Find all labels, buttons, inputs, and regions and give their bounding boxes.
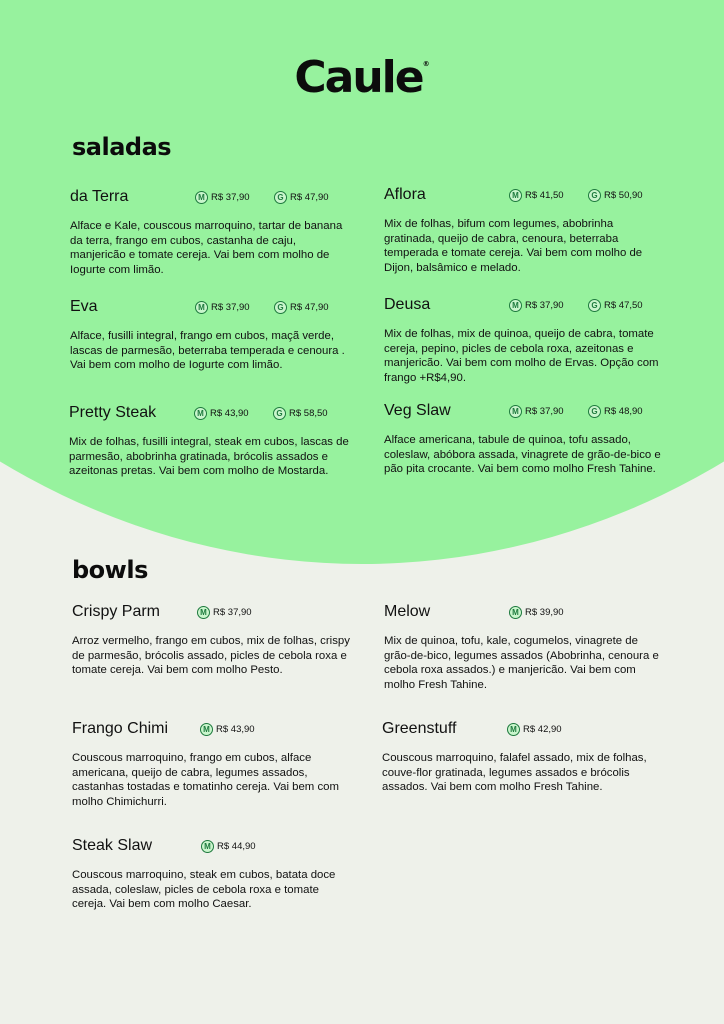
item-name: Pretty Steak (69, 404, 157, 421)
item-description: Couscous marroquino, steak em cubos, batata doce assada, coleslaw, picles de cebola roxa e tomate cereja. Vai bem com molho Caesar. (72, 869, 336, 911)
menu-item-melow (384, 603, 664, 692)
size-g-icon: G (588, 189, 601, 202)
price-m (201, 840, 256, 853)
size-m-icon: M (507, 723, 520, 736)
item-name: Eva (70, 298, 98, 315)
item-description: Alface e Kale, couscous marroquino, tartar de banana da terra, frango em cubos, castanha de caju, manjericão e tomate cereja. Vai bem com molho de Iogurte com limão. (70, 220, 343, 276)
size-m-icon: M (509, 189, 522, 202)
menu-item-da-terra (70, 188, 350, 277)
price-g-value: R$ 47,90 (290, 302, 329, 313)
price-g-value: R$ 47,90 (290, 192, 329, 203)
menu-item-eva (70, 298, 350, 373)
price-m-value: R$ 42,90 (523, 724, 562, 735)
price-g-value: R$ 50,90 (604, 190, 643, 201)
size-m-icon: M (195, 191, 208, 204)
price-m-value: R$ 37,90 (211, 302, 250, 313)
price-m (509, 189, 564, 202)
price-m (509, 606, 564, 619)
price-m-value: R$ 43,90 (210, 408, 249, 419)
price-m (194, 407, 249, 420)
item-description: Alface, fusilli integral, frango em cubos, maçã verde, lascas de parmesão, beterraba temperada e cenoura . Vai bem com molho de Iogurte com limão. (70, 330, 345, 372)
price-g-value: R$ 48,90 (604, 406, 643, 417)
price-m (509, 405, 564, 418)
item-name: da Terra (70, 188, 129, 205)
price-g (274, 191, 329, 204)
size-g-icon: G (274, 191, 287, 204)
item-description: Arroz vermelho, frango em cubos, mix de folhas, crispy de parmesão, brócolis assado, picles de cebola roxa e tomate cereja. Vai bem com molho Pesto. (72, 635, 350, 677)
price-m-value: R$ 37,90 (213, 607, 252, 618)
item-description: Couscous marroquino, frango em cubos, alface americana, queijo de cabra, legumes assados, castanhas tostadas e tomatinho cereja. Vai bem com molho Chimichurri. (72, 752, 339, 808)
size-m-icon: M (200, 723, 213, 736)
menu-item-pretty-steak (69, 404, 349, 479)
size-g-icon: G (273, 407, 286, 420)
item-name: Aflora (384, 186, 426, 203)
price-g (273, 407, 328, 420)
price-g-value: R$ 58,50 (289, 408, 328, 419)
registered-mark: ® (422, 60, 430, 68)
size-m-icon: M (509, 606, 522, 619)
size-m-icon: M (201, 840, 214, 853)
menu-item-deusa (384, 296, 664, 385)
price-g-value: R$ 47,50 (604, 300, 643, 311)
menu-item-veg-slaw (384, 402, 664, 477)
item-name: Steak Slaw (72, 837, 153, 854)
menu-item-frango-chimi (72, 720, 352, 809)
item-description: Alface americana, tabule de quinoa, tofu assado, coleslaw, abóbora assada, vinagrete de grão-de-bico e pão pita crocante. Vai bem como molho Fresh Tahine. (384, 434, 661, 476)
section-title-saladas: saladas (72, 133, 172, 161)
item-name: Deusa (384, 296, 431, 313)
item-description: Mix de quinoa, tofu, kale, cogumelos, vinagrete de grão-de-bico, legumes assados (Abobrinha, cenoura e cebola roxa assados.) e manjericão. Vai bem com molho Fresh Tahine. (384, 635, 659, 691)
price-g (588, 299, 643, 312)
item-name: Greenstuff (382, 720, 457, 737)
price-m-value: R$ 37,90 (525, 300, 564, 311)
item-description: Mix de folhas, mix de quinoa, queijo de cabra, tomate cereja, pepino, picles de cebola roxa, azeitonas e manjericão. Vai bem com molho de Ervas. Opção com frango +R$4,90. (384, 328, 659, 384)
section-title-bowls: bowls (72, 556, 148, 584)
menu-item-aflora (384, 186, 664, 275)
price-m (197, 606, 252, 619)
item-name: Crispy Parm (72, 603, 161, 620)
size-m-icon: M (195, 301, 208, 314)
size-m-icon: M (509, 405, 522, 418)
price-m-value: R$ 37,90 (525, 406, 564, 417)
size-m-icon: M (194, 407, 207, 420)
price-m-value: R$ 37,90 (211, 192, 250, 203)
brand-logo (0, 52, 724, 103)
size-g-icon: G (274, 301, 287, 314)
menu-item-crispy-parm (72, 603, 352, 678)
item-description: Couscous marroquino, falafel assado, mix de folhas, couve-flor gratinada, legumes assados e brócolis assados. Vai bem com molho Fresh Tahine. (382, 752, 647, 794)
price-m-value: R$ 44,90 (217, 841, 256, 852)
price-m-value: R$ 39,90 (525, 607, 564, 618)
price-m (195, 191, 250, 204)
price-m (509, 299, 564, 312)
size-m-icon: M (197, 606, 210, 619)
size-g-icon: G (588, 405, 601, 418)
brand-name: Caule (294, 52, 423, 103)
item-description: Mix de folhas, fusilli integral, steak em cubos, lascas de parmesão, abobrinha gratinada, brócolis assados e azeitonas pretas. Vai bem com molho de Mostarda. (69, 436, 349, 478)
item-name: Melow (384, 603, 431, 620)
item-name: Frango Chimi (72, 720, 169, 737)
price-m-value: R$ 41,50 (525, 190, 564, 201)
size-m-icon: M (509, 299, 522, 312)
item-name: Veg Slaw (384, 402, 451, 419)
price-m (195, 301, 250, 314)
price-m (507, 723, 562, 736)
size-g-icon: G (588, 299, 601, 312)
menu-item-steak-slaw (72, 837, 352, 912)
menu-item-greenstuff (382, 720, 662, 795)
item-description: Mix de folhas, bifum com legumes, abobrinha gratinada, queijo de cabra, cenoura, beterraba temperada e tomate cereja. Vai bem com molho de Dijon, balsâmico e melado. (384, 218, 643, 274)
price-g (588, 189, 643, 202)
price-g (588, 405, 643, 418)
price-m (200, 723, 255, 736)
price-g (274, 301, 329, 314)
price-m-value: R$ 43,90 (216, 724, 255, 735)
